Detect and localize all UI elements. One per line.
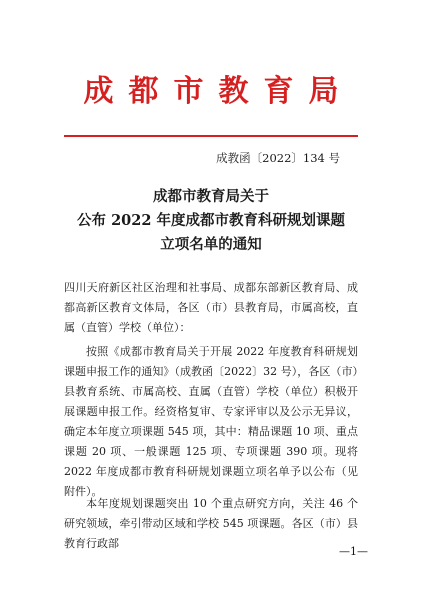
notice-title-line-2: 公布 2022 年度成都市教育科研规划课题 [77,212,345,229]
body-paragraph-1: 按照《成都市教育局关于开展 2022 年度教育科研规划课题申报工作的通知》（成教函〔2022〕32 号），各区（市）县教育系统、市属高校、直属（直管）学校（单位）积极开展课题申报工作。经资格复审、专家评审以及公示无异议，确定本年度立项课题 545 项，其中：精品课题 10 项、重点课题 20 项、一般课题 125 项、专项课题 390 项。现将 2022 年度成都市教育科研规划课题立项名单予以公布（见附件）。 [64,345,358,498]
red-divider-line [64,135,358,137]
notice-title-line-1: 成都市教育局关于 [153,188,269,205]
recipient-list: 四川天府新区社区治理和社事局、成都东部新区教育局、成都高新区教育文体局，各区（市）县教育局，市属高校，直属（直管）学校（单位）： [64,281,358,334]
body-paragraph-2: 本年度规划课题突出 10 个重点研究方向，关注 46 个研究领域，牵引带动区域和学校 545 项课题。各区（市）县教育行政部 [64,497,358,550]
page-number: —1— [339,545,368,558]
masthead-title: 成都市教育局 [83,74,354,109]
document-number: 成教函〔2022〕134 号 [216,151,340,165]
notice-title-line-3: 立项名单的通知 [160,236,262,253]
